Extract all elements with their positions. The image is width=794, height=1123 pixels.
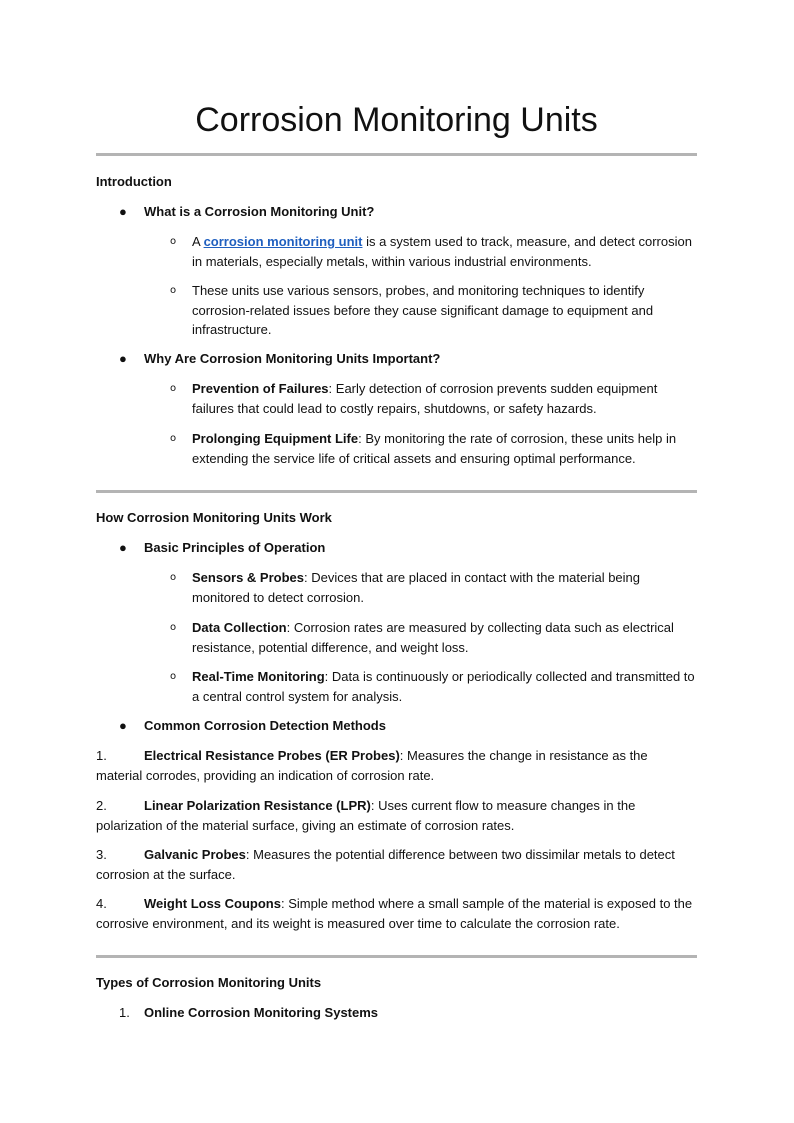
sub-item-text bbox=[192, 568, 698, 607]
circle-bullet-icon: o bbox=[170, 433, 177, 444]
text-span: : Measures the potential difference between two dissimilar metals to detect corrosion at the surface. bbox=[96, 847, 675, 882]
section-heading-types: Types of Corrosion Monitoring Units bbox=[96, 975, 322, 990]
method-text bbox=[96, 796, 697, 835]
text-span: : Uses current flow to measure changes in the polarization of the material surface, giving an estimate of corrosion rates. bbox=[96, 798, 636, 833]
method-number: 3. bbox=[96, 847, 107, 862]
text-span: : By monitoring the rate of corrosion, these units help in extending the service life of critical assets and ensuring optimal performance. bbox=[192, 431, 677, 466]
numbered-method bbox=[96, 845, 697, 884]
text-span: : Corrosion rates are measured by collecting data such as electrical resistance, potential difference, and weight loss. bbox=[192, 620, 674, 655]
circle-bullet-icon: o bbox=[170, 285, 177, 296]
bullet-label: Common Corrosion Detection Methods bbox=[144, 718, 386, 733]
text-span: : Data is continuously or periodically collected and transmitted to a central control system for analysis. bbox=[192, 669, 695, 704]
text-span: A bbox=[192, 234, 204, 249]
sub-item-text bbox=[192, 667, 698, 706]
sub-item-text bbox=[192, 618, 698, 657]
bullet-label: Why Are Corrosion Monitoring Units Important? bbox=[144, 351, 441, 366]
list-number: 1. bbox=[119, 1005, 130, 1020]
method-number: 2. bbox=[96, 798, 107, 813]
term-label: Sensors & Probes bbox=[192, 570, 304, 585]
bullet-dot-icon: ● bbox=[119, 351, 127, 366]
sub-item-text bbox=[192, 379, 698, 418]
text-span: is a system used to track, measure, and detect corrosion in materials, especially metals, within various industrial environments. bbox=[192, 234, 692, 269]
text-span: : Measures the change in resistance as the material corrodes, providing an indication of corrosion rate. bbox=[96, 748, 648, 783]
corrosion-monitoring-unit-link[interactable]: corrosion monitoring unit bbox=[203, 234, 363, 249]
circle-bullet-icon: o bbox=[170, 236, 177, 247]
circle-bullet-icon: o bbox=[170, 383, 177, 394]
numbered-method bbox=[96, 746, 697, 785]
sub-item-text bbox=[192, 429, 698, 468]
method-text bbox=[96, 894, 697, 933]
numbered-method bbox=[96, 796, 697, 835]
circle-bullet-icon: o bbox=[170, 671, 177, 682]
method-number: 1. bbox=[96, 748, 107, 763]
term-label: Prolonging Equipment Life bbox=[192, 431, 359, 446]
bullet-dot-icon: ● bbox=[119, 204, 127, 219]
term-label: Real-Time Monitoring bbox=[192, 669, 325, 684]
bullet-label: Basic Principles of Operation bbox=[144, 540, 326, 555]
text-span: : Devices that are placed in contact with the material being monitored to detect corrosion. bbox=[192, 570, 641, 605]
term-label: Prevention of Failures bbox=[192, 381, 329, 396]
circle-bullet-icon: o bbox=[170, 622, 177, 633]
numbered-method bbox=[96, 894, 697, 933]
section-heading-introduction: Introduction bbox=[96, 174, 172, 189]
term-label: Linear Polarization Resistance (LPR) bbox=[144, 798, 371, 813]
text-span: : Simple method where a small sample of the material is exposed to the corrosive environment, and its weight is measured over time to calculate the corrosion rate. bbox=[96, 896, 693, 931]
list-item-label: Online Corrosion Monitoring Systems bbox=[144, 1005, 379, 1020]
bullet-dot-icon: ● bbox=[119, 540, 127, 555]
horizontal-rule bbox=[96, 955, 697, 958]
circle-bullet-icon: o bbox=[170, 572, 177, 583]
text-span: : Early detection of corrosion prevents sudden equipment failures that could lead to costly repairs, shutdowns, or safety hazards. bbox=[192, 381, 658, 416]
method-number: 4. bbox=[96, 896, 107, 911]
method-text bbox=[96, 746, 697, 785]
document-title: Corrosion Monitoring Units bbox=[195, 101, 598, 139]
term-label: Data Collection bbox=[192, 620, 287, 635]
term-label: Weight Loss Coupons bbox=[144, 896, 281, 911]
sub-item-text: These units use various sensors, probes, and monitoring techniques to identify corrosion-related issues before they cause significant damage to equipment and infrastructure. bbox=[192, 283, 654, 337]
horizontal-rule bbox=[96, 490, 697, 493]
bullet-label: What is a Corrosion Monitoring Unit? bbox=[144, 204, 375, 219]
term-label: Electrical Resistance Probes (ER Probes) bbox=[144, 748, 400, 763]
method-text bbox=[96, 845, 697, 884]
sub-item-text bbox=[192, 232, 698, 271]
section-heading-how-it-works: How Corrosion Monitoring Units Work bbox=[96, 510, 332, 525]
term-label: Galvanic Probes bbox=[144, 847, 246, 862]
horizontal-rule bbox=[96, 153, 697, 156]
bullet-dot-icon: ● bbox=[119, 718, 127, 733]
